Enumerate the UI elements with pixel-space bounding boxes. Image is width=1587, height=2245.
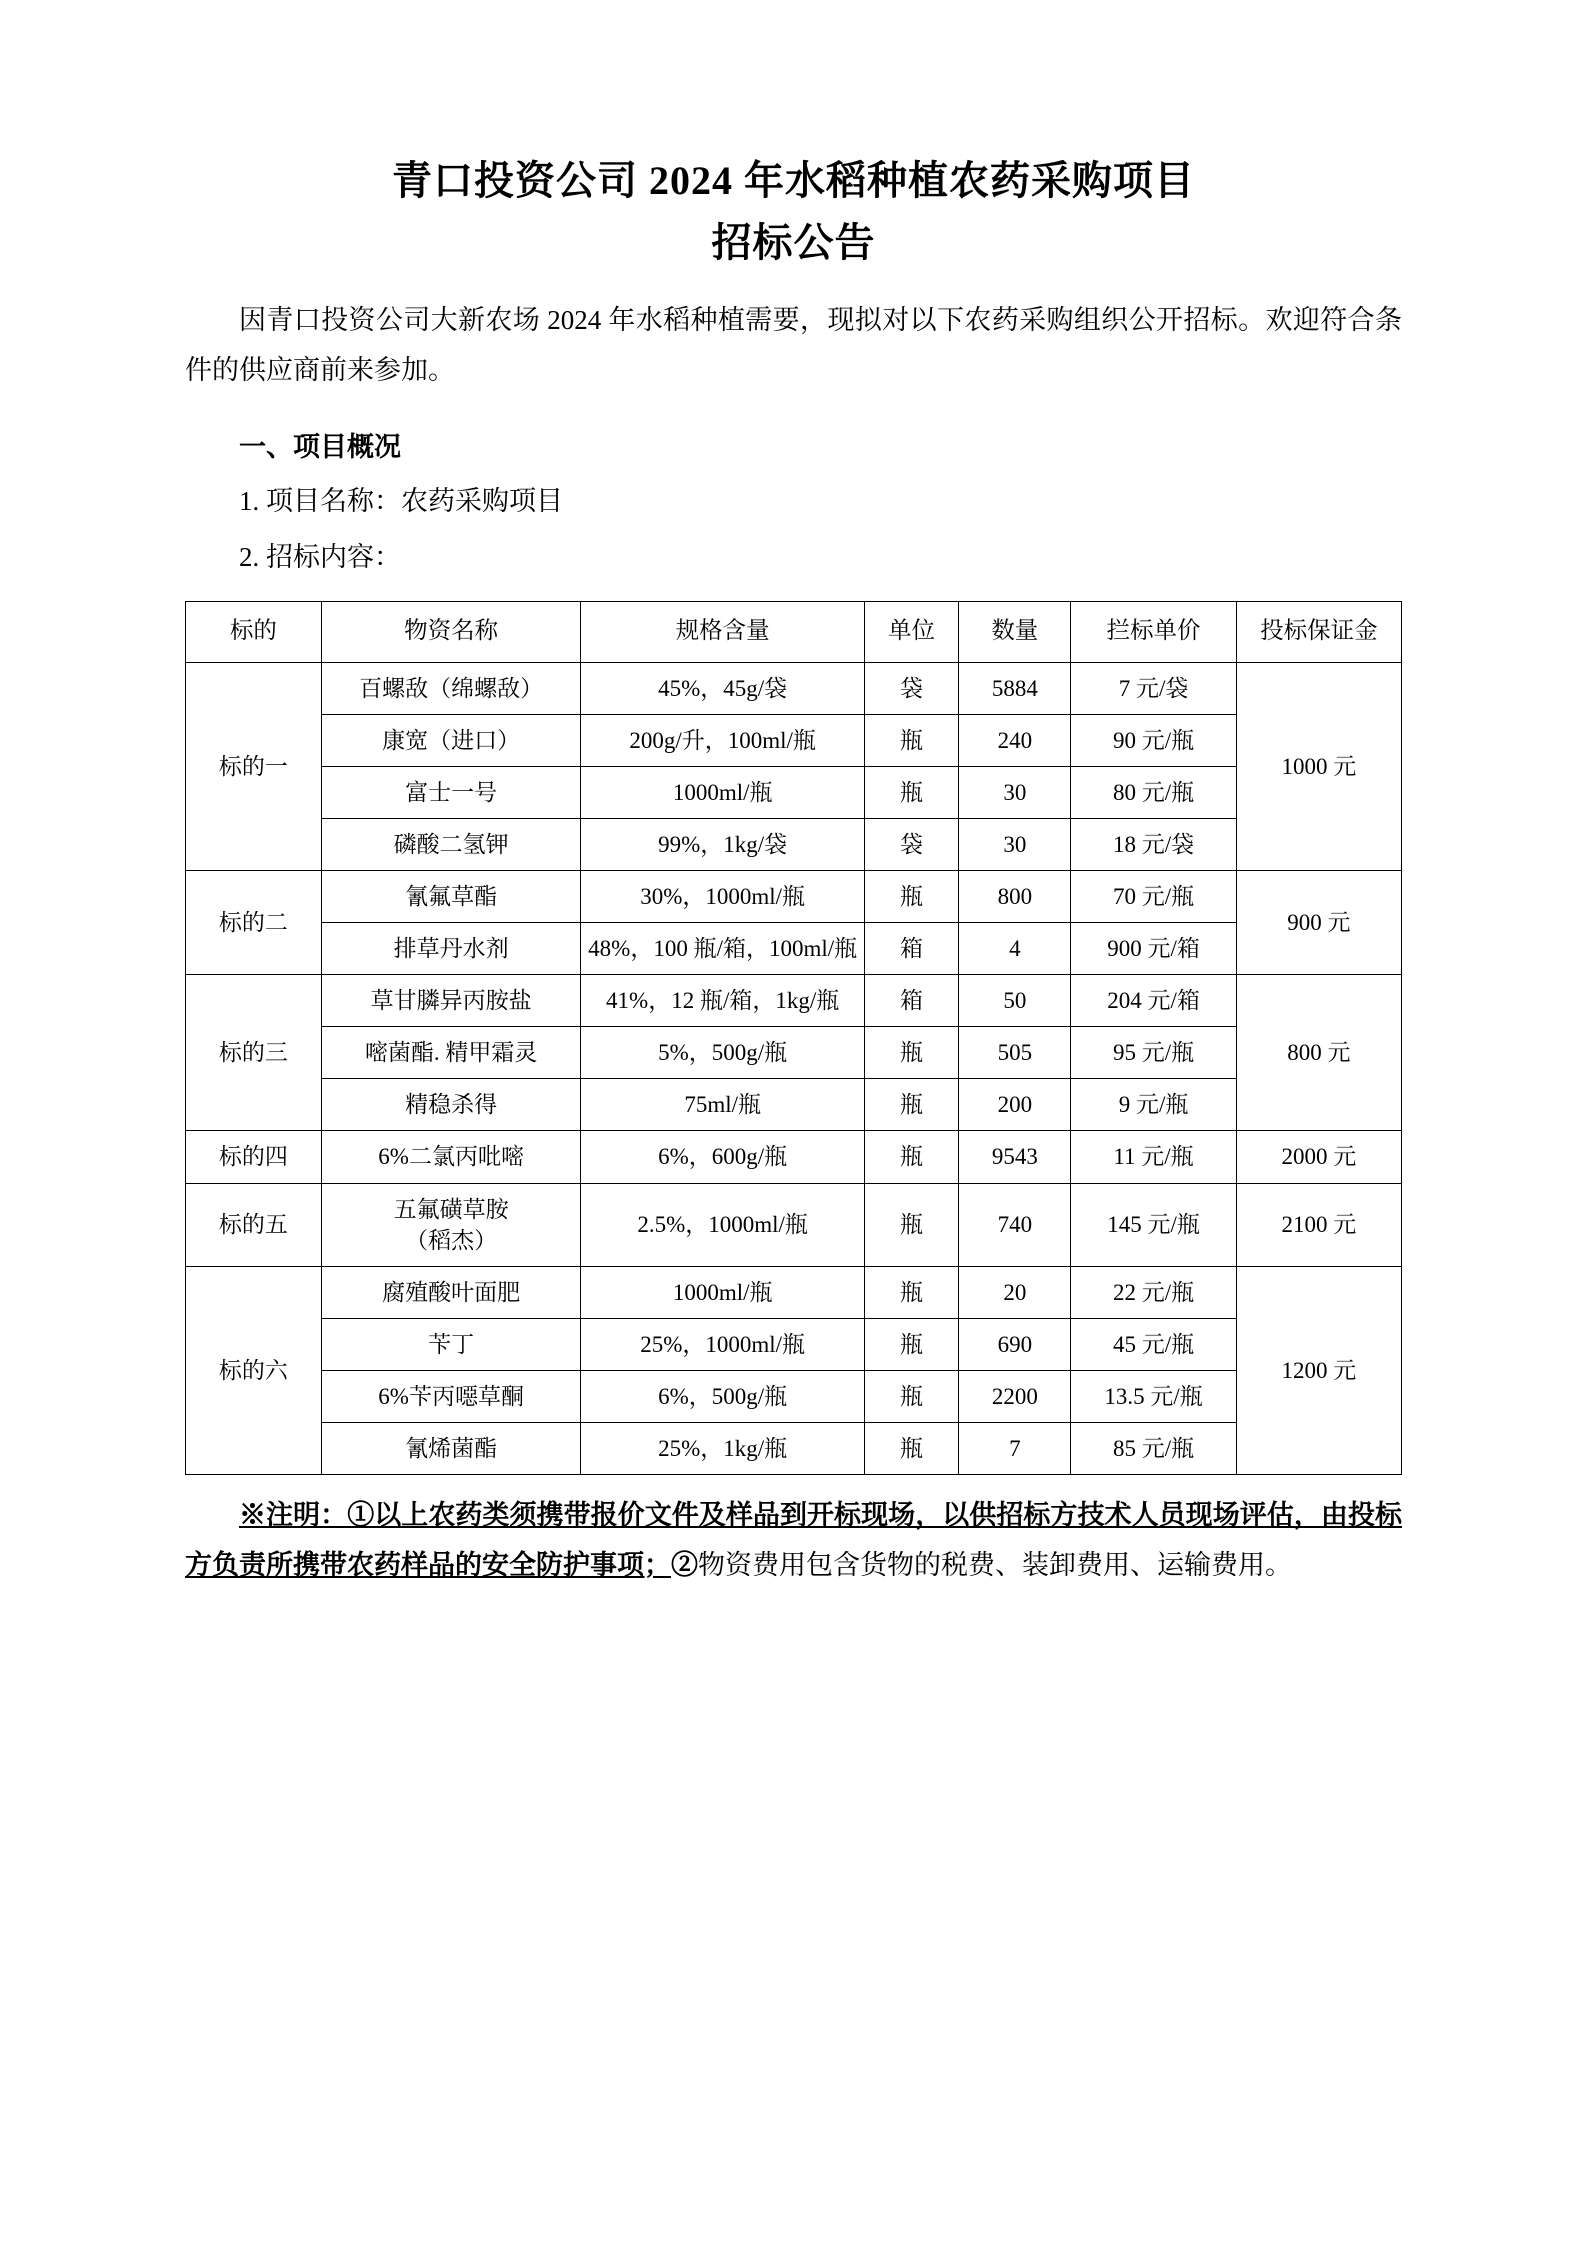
note-emphasis: ※注明：①以上农药类须携带报价文件及样品到开标现场，以供招标方技术人员现场评估，由投标方负责所携带农药样品的安全防护事项； <box>185 1499 1402 1580</box>
cell-unit-price: 95 元/瓶 <box>1071 1027 1236 1079</box>
col-header-lot: 标的 <box>186 602 322 663</box>
cell-material-name: 五氟磺草胺 （稻杰） <box>321 1183 581 1266</box>
cell-quantity: 200 <box>959 1079 1071 1131</box>
cell-unit: 瓶 <box>864 1183 958 1266</box>
cell-spec: 45%，45g/袋 <box>581 663 864 715</box>
cell-deposit: 2100 元 <box>1236 1183 1401 1266</box>
note-circle-2: ② <box>671 1549 698 1580</box>
cell-spec: 25%，1000ml/瓶 <box>581 1318 864 1370</box>
table-row <box>186 1027 1402 1079</box>
cell-lot: 标的四 <box>186 1131 322 1183</box>
cell-unit-price: 80 元/瓶 <box>1071 767 1236 819</box>
col-header-qty: 数量 <box>959 602 1071 663</box>
cell-material-name: 磷酸二氢钾 <box>321 819 581 871</box>
cell-unit-price: 900 元/箱 <box>1071 923 1236 975</box>
table-row <box>186 871 1402 923</box>
cell-quantity: 30 <box>959 819 1071 871</box>
table-row <box>186 1318 1402 1370</box>
cell-quantity: 800 <box>959 871 1071 923</box>
note-rest: 物资费用包含货物的税费、装卸费用、运输费用。 <box>698 1549 1292 1580</box>
cell-unit-price: 13.5 元/瓶 <box>1071 1370 1236 1422</box>
cell-deposit: 1200 元 <box>1236 1266 1401 1474</box>
col-header-material: 物资名称 <box>321 602 581 663</box>
cell-unit: 袋 <box>864 819 958 871</box>
cell-unit: 箱 <box>864 923 958 975</box>
page-title <box>185 150 1402 274</box>
col-header-deposit: 投标保证金 <box>1236 602 1401 663</box>
col-header-unit: 单位 <box>864 602 958 663</box>
cell-material-name: 精稳杀得 <box>321 1079 581 1131</box>
bid-content-line: 2. 招标内容： <box>239 542 401 573</box>
cell-material-name: 草甘膦异丙胺盐 <box>321 975 581 1027</box>
cell-spec: 6%，600g/瓶 <box>581 1131 864 1183</box>
note-paragraph <box>185 1491 1402 1591</box>
cell-unit: 瓶 <box>864 715 958 767</box>
cell-quantity: 690 <box>959 1318 1071 1370</box>
cell-spec: 75ml/瓶 <box>581 1079 864 1131</box>
cell-quantity: 2200 <box>959 1370 1071 1422</box>
table-body <box>186 663 1402 1475</box>
cell-unit: 袋 <box>864 663 958 715</box>
cell-deposit: 800 元 <box>1236 975 1401 1131</box>
cell-deposit: 2000 元 <box>1236 1131 1401 1183</box>
cell-unit: 瓶 <box>864 1422 958 1474</box>
cell-spec: 2.5%，1000ml/瓶 <box>581 1183 864 1266</box>
cell-unit: 瓶 <box>864 1318 958 1370</box>
cell-unit-price: 70 元/瓶 <box>1071 871 1236 923</box>
cell-spec: 48%，100 瓶/箱，100ml/瓶 <box>581 923 864 975</box>
section-heading-project-overview: 一、项目概况 <box>239 431 401 462</box>
cell-material-name: 百螺敌（绵螺敌） <box>321 663 581 715</box>
col-header-price: 拦标单价 <box>1071 602 1236 663</box>
table-row <box>186 923 1402 975</box>
cell-material-name: 氰氟草酯 <box>321 871 581 923</box>
cell-material-name: 6%苄丙噁草酮 <box>321 1370 581 1422</box>
cell-quantity: 20 <box>959 1266 1071 1318</box>
cell-material-name: 富士一号 <box>321 767 581 819</box>
cell-lot: 标的二 <box>186 871 322 975</box>
cell-unit: 瓶 <box>864 1079 958 1131</box>
table-row <box>186 1266 1402 1318</box>
table-row <box>186 1370 1402 1422</box>
cell-quantity: 505 <box>959 1027 1071 1079</box>
cell-material-name: 康宽（进口） <box>321 715 581 767</box>
cell-unit: 瓶 <box>864 1370 958 1422</box>
cell-quantity: 240 <box>959 715 1071 767</box>
cell-spec: 200g/升，100ml/瓶 <box>581 715 864 767</box>
table-row <box>186 1183 1402 1266</box>
cell-quantity: 9543 <box>959 1131 1071 1183</box>
cell-quantity: 4 <box>959 923 1071 975</box>
cell-material-name: 6%二氯丙吡嘧 <box>321 1131 581 1183</box>
title-line-1: 青口投资公司 2024 年水稻种植农药采购项目 <box>392 158 1195 203</box>
cell-spec: 25%，1kg/瓶 <box>581 1422 864 1474</box>
cell-deposit: 1000 元 <box>1236 663 1401 871</box>
table-row <box>186 663 1402 715</box>
table-row <box>186 975 1402 1027</box>
cell-unit-price: 145 元/瓶 <box>1071 1183 1236 1266</box>
bid-items-table <box>185 601 1402 1474</box>
cell-quantity: 740 <box>959 1183 1071 1266</box>
cell-unit-price: 9 元/瓶 <box>1071 1079 1236 1131</box>
cell-material-name: 氰烯菌酯 <box>321 1422 581 1474</box>
table-row <box>186 1422 1402 1474</box>
cell-unit-price: 11 元/瓶 <box>1071 1131 1236 1183</box>
cell-quantity: 7 <box>959 1422 1071 1474</box>
cell-unit: 瓶 <box>864 1266 958 1318</box>
cell-unit-price: 7 元/袋 <box>1071 663 1236 715</box>
cell-spec: 41%，12 瓶/箱，1kg/瓶 <box>581 975 864 1027</box>
cell-deposit: 900 元 <box>1236 871 1401 975</box>
table-row <box>186 1079 1402 1131</box>
cell-material-name: 腐殖酸叶面肥 <box>321 1266 581 1318</box>
intro-paragraph: 因青口投资公司大新农场 2024 年水稻种植需要，现拟对以下农药采购组织公开招标。欢迎符合条件的供应商前来参加。 <box>185 305 1402 385</box>
cell-spec: 99%，1kg/袋 <box>581 819 864 871</box>
title-line-2: 招标公告 <box>711 220 876 265</box>
cell-spec: 1000ml/瓶 <box>581 1266 864 1318</box>
cell-quantity: 5884 <box>959 663 1071 715</box>
cell-lot: 标的三 <box>186 975 322 1131</box>
cell-lot: 标的五 <box>186 1183 322 1266</box>
cell-unit: 瓶 <box>864 1131 958 1183</box>
cell-unit: 瓶 <box>864 871 958 923</box>
table-row <box>186 1131 1402 1183</box>
cell-unit-price: 22 元/瓶 <box>1071 1266 1236 1318</box>
cell-unit: 瓶 <box>864 1027 958 1079</box>
cell-unit: 瓶 <box>864 767 958 819</box>
project-name-line: 1. 项目名称：农药采购项目 <box>239 486 563 517</box>
cell-quantity: 30 <box>959 767 1071 819</box>
cell-spec: 1000ml/瓶 <box>581 767 864 819</box>
table-row <box>186 715 1402 767</box>
table-header-row <box>186 602 1402 663</box>
cell-spec: 30%，1000ml/瓶 <box>581 871 864 923</box>
cell-spec: 5%，500g/瓶 <box>581 1027 864 1079</box>
cell-lot: 标的一 <box>186 663 322 871</box>
cell-quantity: 50 <box>959 975 1071 1027</box>
table-row <box>186 767 1402 819</box>
cell-unit-price: 90 元/瓶 <box>1071 715 1236 767</box>
col-header-spec: 规格含量 <box>581 602 864 663</box>
cell-unit-price: 85 元/瓶 <box>1071 1422 1236 1474</box>
cell-material-name: 苄丁 <box>321 1318 581 1370</box>
cell-lot: 标的六 <box>186 1266 322 1474</box>
cell-material-name: 排草丹水剂 <box>321 923 581 975</box>
table-row <box>186 819 1402 871</box>
cell-material-name: 嘧菌酯. 精甲霜灵 <box>321 1027 581 1079</box>
cell-spec: 6%，500g/瓶 <box>581 1370 864 1422</box>
cell-unit-price: 45 元/瓶 <box>1071 1318 1236 1370</box>
cell-unit-price: 204 元/箱 <box>1071 975 1236 1027</box>
cell-unit-price: 18 元/袋 <box>1071 819 1236 871</box>
cell-unit: 箱 <box>864 975 958 1027</box>
